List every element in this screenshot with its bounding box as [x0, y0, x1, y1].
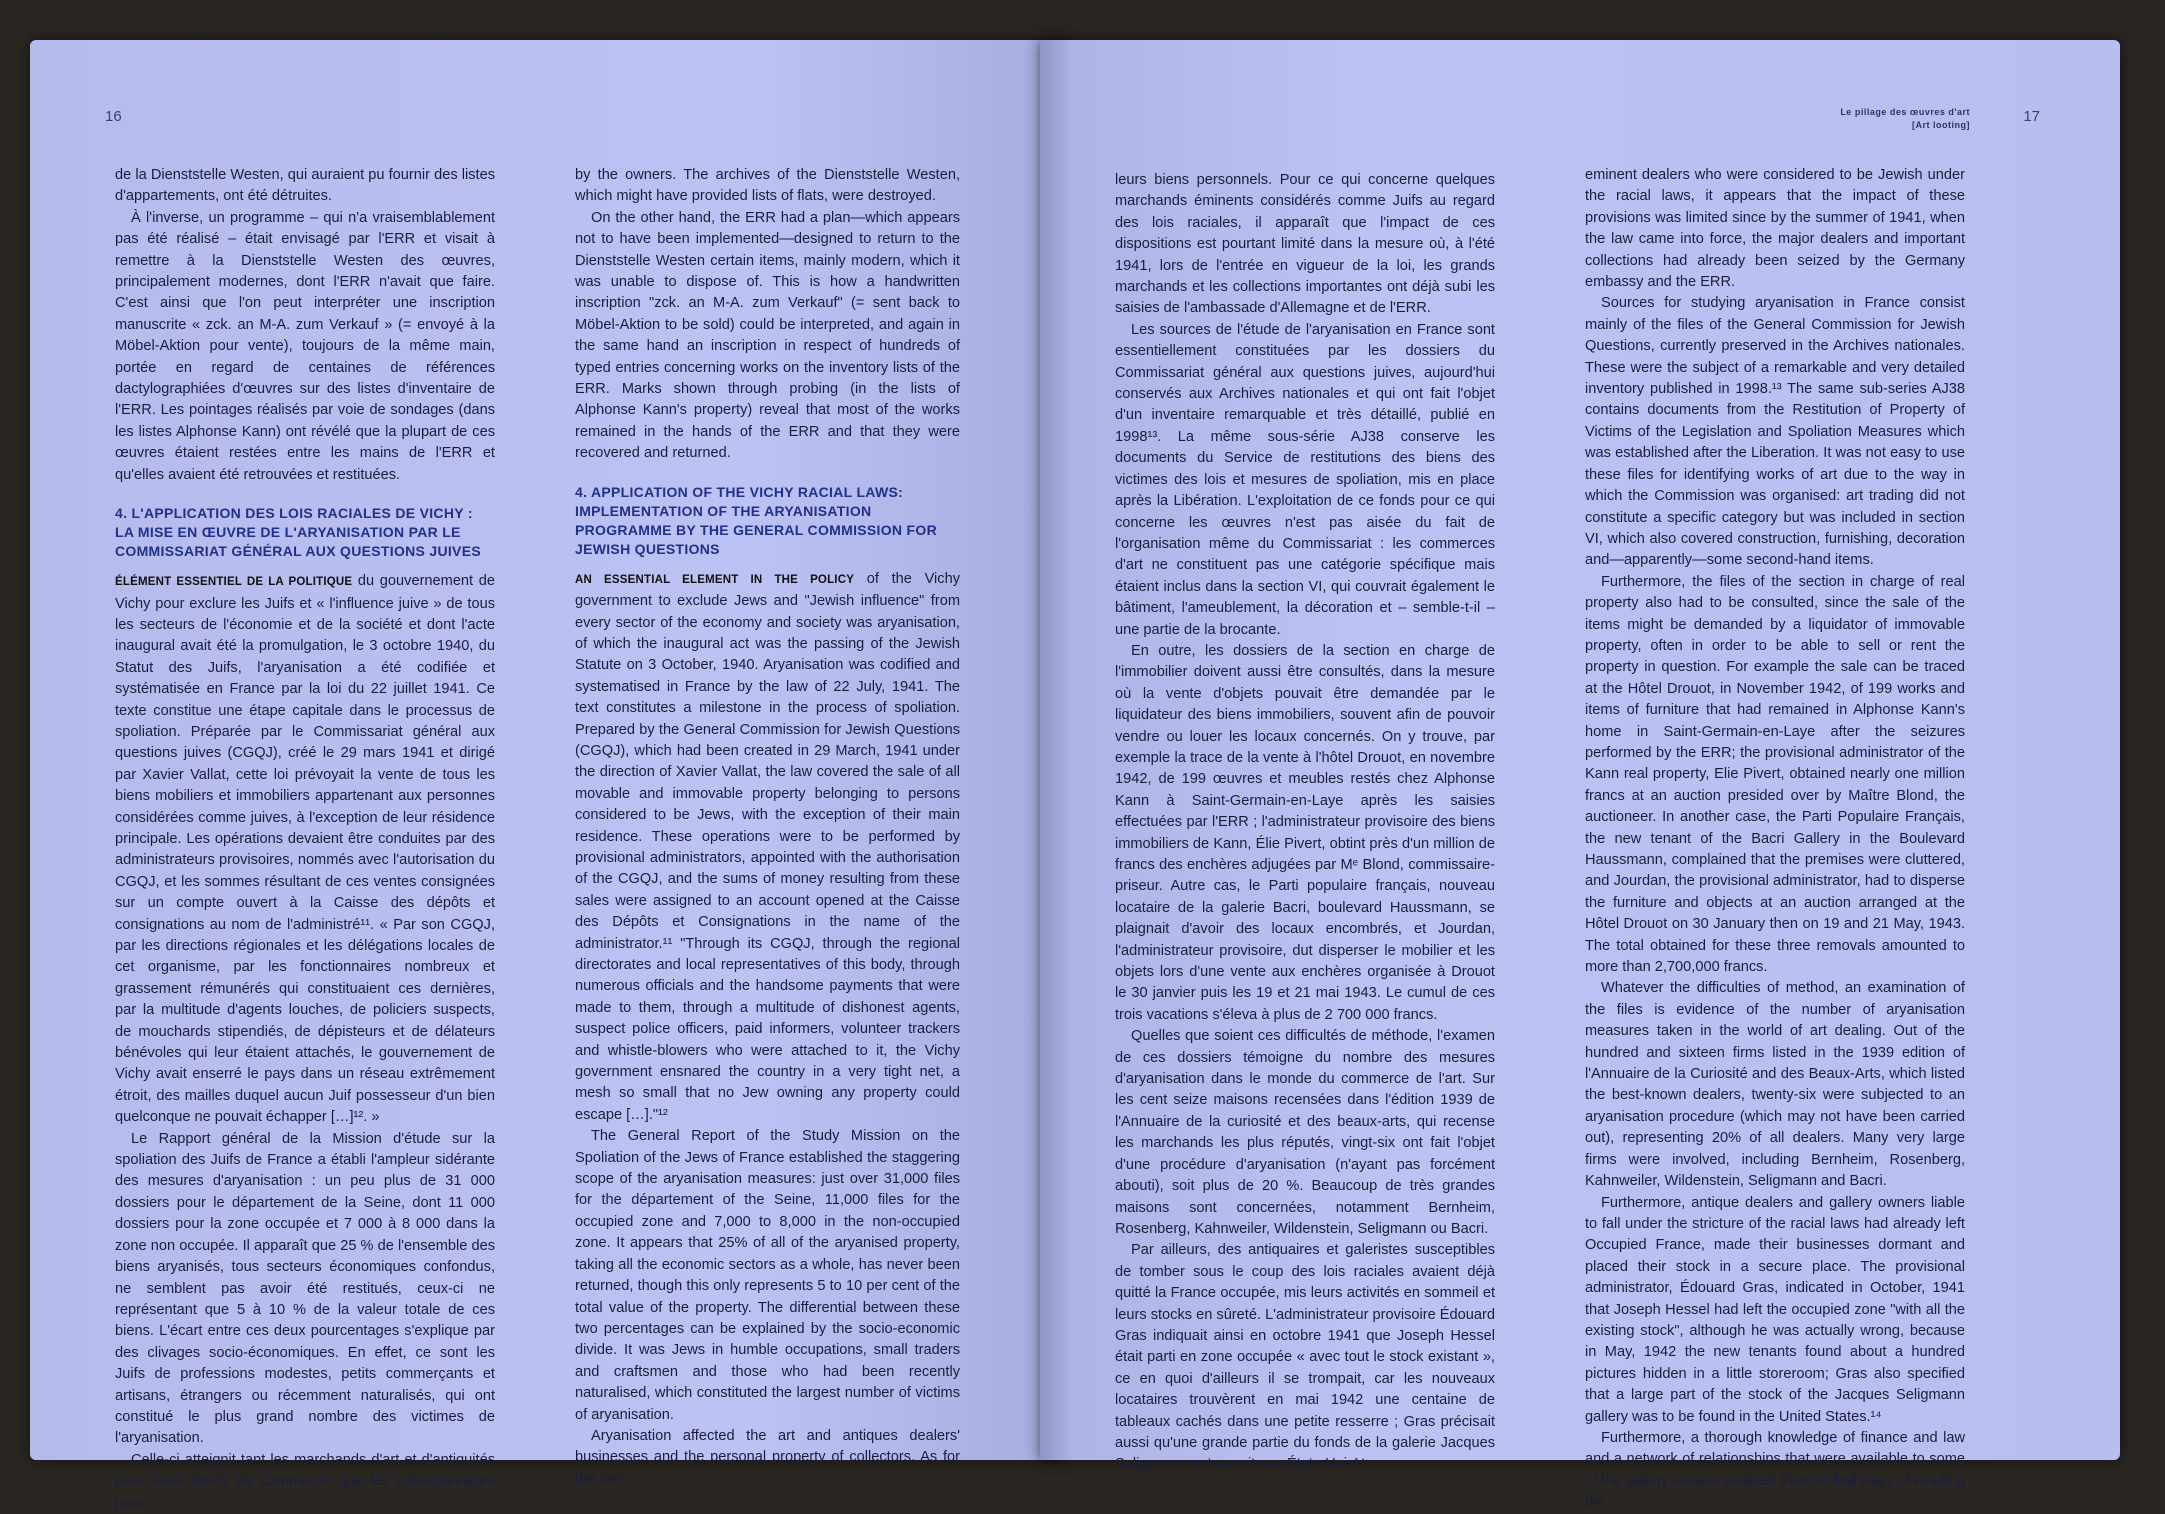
paragraph: by the owners. The archives of the Dienststelle Westen, which might have provided lists of flats, were destroyed. [575, 167, 960, 205]
paragraph: Le Rapport général de la Mission d'étude sur la spoliation des Juifs de France a établi l'ampleur sidérante des mesures d'aryanisation : un peu plus de 31 000 dossiers pour le département de la Seine, dont 11 000 dossiers pour la zone occupée et 7 000 à 8 000 dans la zone non occupée. Il apparaît que 25 % de l'ensemble des biens aryanisés, tous secteurs économiques confondus, ne semblent pas avoir été restitués, ceux-ci ne représentant que 5 à 10 % de la valeur totale de ces biens. L'écart entre ces deux pourcentages s'explique par des clivages socio-économiques. En effet, ce sont les Juifs de professions modestes, petits commerçants et artisans, étrangers ou récemment naturalisés, qui ont constitué le plus grand nombre des victimes de l'aryanisation. [115, 1130, 495, 1447]
paragraph: The General Report of the Study Mission on the Spoliation of the Jews of France established the staggering scope of the aryanisation measures: just over 31,000 files for the département of the Seine, 11,000 files for the occupied zone and 7,000 to 8,000 in the non-occupied zone. It appears that 25% of all of the aryanised property, taking all the economic sectors as a whole, has never been returned, though this only represents 5 to 10 per cent of the total value of the property. The differential between these two percentages can be explained by the socio-economic divide. It was Jews in humble occupations, small traders and craftsmen and those who had been recently naturalised, which constituted the largest number of victims of aryanisation. [575, 1128, 960, 1423]
paragraph: Aryanisation affected the art and antiques dealers' businesses and the personal property of collectors. As for the few [575, 1427, 960, 1487]
page-number-left: 16 [105, 108, 122, 125]
paragraph-body: du gouvernement de Vichy pour exclure les Juifs et « l'influence juive » de tous les secteurs de l'économie et de la société et dont l'acte inaugural avait été la promulgation, le 3 octobre 1940, du Statut des Juifs, l'aryanisation a été codifiée et systématisée en France par la loi du 22 juillet 1941. Ce texte constitue une étape capitale dans le processus de spoliation. Préparée par le Commissariat général aux questions juives (CGQJ), créé le 29 mars 1941 et dirigé par Xavier Vallat, cette loi prévoyait la vente de tous les biens mobiliers et immobiliers appartenant aux personnes considérées comme juives, à l'exception de leur résidence principale. Les opérations devaient être conduites par des administrateurs provisoires, nommés avec l'autorisation du CGQJ, et les sommes résultant de ces ventes consignées sur un compte ouvert à la Caisse des dépôts et consignations au nom de l'administré¹¹. « Par son CGQJ, par les directions régionales et les délégations locales de cet organisme, par les fonctionnaires nombreux et grassement rémunérés qui constituaient ces dernières, par la multitude d'agents louches, de policiers suspects, de mouchards stipendiés, de dépisteurs et de délateurs bénévoles qui leur étaient attachés, le gouvernement de Vichy avait enserré le pays dans un réseau extrêmement étroit, des mailles duquel aucun Juif possesseur d'un bien quelconque ne pouvait échapper […]¹². » [115, 573, 495, 1126]
paragraph: Les sources de l'étude de l'aryanisation en France sont essentiellement constituées par les dossiers du Commissariat général aux questions juives, aujourd'hui conservés aux Archives nationales et qui ont fait l'objet d'un inventaire remarquable et très détaillé, publié en 1998¹³. La même sous-série AJ38 conserve les documents du Service de restitutions des biens des victimes des lois et mesures de spoliation, mis en place après la Libération. L'exploitation de ce fonds pour ce qui concerne les œuvres n'est pas aisée du fait de l'organisation même du Commissariat : les commerces d'art ne constituent pas une catégorie spécifique mais étaient inclus dans la section VI, qui couvrait également le bâtiment, l'ameublement, la décoration et – semble-t-il – une partie de la brocante. [1115, 321, 1495, 638]
paragraph: À l'inverse, un programme – qui n'a vraisemblablement pas été réalisé – était envisagé par l'ERR et visait à remettre à la Dienststelle Westen des œuvres, principalement modernes, dont l'ERR n'avait que faire. C'est ainsi que l'on peut interpréter une inscription manuscrite « zck. an M-A. zum Verkauf » (= envoyé à la Möbel-Aktion pour vente), toujours de la même main, portée en regard de centaines de références dactylographiées d'œuvres sur des listes d'inventaire de l'ERR. Les pointages réalisés par voie de sondages (dans les listes Alphonse Kann) ont révélé que la plupart de ces œuvres étaient restées entre les mains de l'ERR et qu'elles avaient été retrouvées et restituées. [115, 209, 495, 483]
section-heading: 4. APPLICATION OF THE VICHY RACIAL LAWS: IMPLEMENTATION OF THE ARYANISATION PROGRAMME BY THE GENERAL COMMISSION FOR JEWISH QUESTIONS [575, 483, 937, 557]
section-heading: 4. L'APPLICATION DES LOIS RACIALES DE VICHY : LA MISE EN ŒUVRE DE L'ARYANISATION PAR LE COMMISSARIAT GÉNÉRAL AUX QUESTIONS JUIVES [115, 505, 481, 560]
right-french-column [1115, 170, 1495, 1476]
paragraph: On the other hand, the ERR had a plan—which appears not to have been implemented—designed to return to the Dienststelle Westen certain items, mainly modern, which it was unable to dispose of. This is how a handwritten inscription "zck. an M-A. zum Verkauf" (= sent back to Möbel-Aktion to be sold) could be interpreted, and again in the same hand an inscription in respect of hundreds of typed entries concerning works on the inventory lists of the ERR. Marks shown through probing (in the lists of Alphonse Kann's property) reveal that most of the works remained in the hands of the ERR and that they were recovered and returned. [575, 209, 960, 462]
paragraph: Par ailleurs, des antiquaires et galeristes susceptibles de tomber sous le coup des lois raciales avaient déjà quitté la France occupée, mis leurs activités en sommeil et leurs stocks en sûreté. L'administrateur provisoire Édouard Gras indiquait ainsi en octobre 1941 que Joseph Hessel était parti en zone occupée « avec tout le stock existant », ce en quoi d'ailleurs il se trompait, car les nouveaux locataires trouvèrent en mai 1942 une centaine de tableaux cachés dans une petite resserre ; Gras précisait aussi qu'une grande partie du fonds de la galerie Jacques Seligmann se trouvait aux États-Unis¹⁴. [1115, 1242, 1495, 1473]
paragraph: Furthermore, antique dealers and gallery owners liable to fall under the stricture of the racial laws had already left Occupied France, made their businesses dormant and placed their stock in a secure place. The provisional administrator, Édouard Gras, indicated in October, 1941 that Joseph Hessel had left the occupied zone "with all the existing stock", although he was actually wrong, because in May, 1942 the new tenants found about a hundred pictures hidden in a little storeroom; Gras also specified that a large part of the stock of the Jacques Seligmann gallery was to be found in the United States.¹⁴ [1585, 1194, 1965, 1425]
left-page [30, 40, 1065, 1511]
left-english-column [575, 165, 960, 1490]
paragraph [115, 571, 495, 1129]
paragraph-body: of the Vichy government to exclude Jews and "Jewish influence" from every sector of the economy and society was aryanisation, of which the inaugural act was the passing of the Jewish Statute on 3 October, 1940. Aryanisation was codified and systematised in France by the law of 22 July, 1941. The text constitutes a milestone in the process of spoliation. Prepared by the General Commission for Jewish Questions (CGQJ), which had been created in 29 March, 1941 under the direction of Xavier Vallat, the law covered the sale of all movable and immovable property belonging to persons considered to be Jews, with the exception of their main residence. These operations were to be performed by provisional administrators, appointed with the authorisation of the CGQJ, and the sums of money resulting from these sales were assigned to an account opened at the Caisse des Dépôts et Consignations in the name of the administrator.¹¹ "Through its CGQJ, through the regional directorates and local representatives of this body, through numerous officials and the handsome payments that were made to them, through a multitude of dishonest agents, suspect police officers, paid informers, volunteer trackers and whistle-blowers who were attached to it, the Vichy government ensnared the country in a very tight net, a mesh so small that no Jew owning any property could escape […]."¹² [575, 570, 960, 1123]
paragraph: Celle-ci atteignit tant les marchands d'art et d'antiquités pour leurs fonds de commerce que les collectionneurs pour [115, 1451, 495, 1511]
lead-in: ÉLÉMENT ESSENTIEL DE LA POLITIQUE [115, 576, 353, 589]
left-french-column [115, 165, 495, 1514]
book-spread [30, 40, 2130, 1511]
paragraph: Furthermore, a thorough knowledge of finance and law and a network of relationships that were available to some of the gallery owners enabled them to find ways of evading the [1585, 1429, 1965, 1511]
paragraph: Furthermore, the files of the section in charge of real property also had to be consulted, since the sale of the items might be demanded by a liquidator of immovable property, often in order to be able to sell or rent the property in question. For example the sale can be traced at the Hôtel Drouot, in November 1942, of 199 works and items of furniture that had remained in Alphonse Kann's home in Saint-Germain-en-Laye after the seizures performed by the ERR; the provisional administrator of the Kann real property, Elie Pivert, obtained nearly one million francs at an auction presided over by Maître Blond, the auctioneer. In another case, the Parti Populaire Français, the new tenant of the Bacri Gallery in the Boulevard Haussmann, complained that the premises were cluttered, and Jourdan, the provisional administrator, had to disperse the furniture and objects at an auction arranged at the Hôtel Drouot on 30 January then on 19 and 21 May, 1943. The total obtained for these three removals amounted to more than 2,700,000 francs. [1585, 573, 1965, 976]
paragraph: Sources for studying aryanisation in France consist mainly of the files of the General Commission for Jewish Questions, currently preserved in the Archives nationales. These were the subject of a remarkable and very detailed inventory published in 1998.¹³ The same sub-series AJ38 contains documents from the Restitution of Property of Victims of the Legislation and Spoliation Measures which was established after the Liberation. It was not easy to use these files for identifying works of art due to the way in which the Commission was organised: art trading did not constitute a specific category but was included in section VI, which also covered construction, furnishing, decoration and—apparently—some second-hand items. [1585, 295, 1965, 569]
right-english-column [1585, 165, 1965, 1514]
running-head-title: Le pillage des œuvres d'art [1840, 107, 1970, 117]
page-number-right: 17 [2023, 108, 2040, 125]
paragraph: leurs biens personnels. Pour ce qui concerne quelques marchands éminents considérés comme Juifs au regard des lois raciales, il apparaît que l'impact de ces dispositions est pourtant limité dans la mesure où, à l'été 1941, lors de l'entrée en vigueur de la loi, les grands marchands et les collections importantes ont déjà subi les saisies de l'ambassade d'Allemagne et de l'ERR. [1115, 172, 1495, 317]
right-page [1040, 40, 2120, 1511]
lead-in: AN ESSENTIAL ELEMENT IN THE POLICY [575, 573, 855, 586]
running-head [1840, 106, 1970, 132]
paragraph: de la Dienststelle Westen, qui auraient pu fournir des listes d'appartements, ont été détruites. [115, 167, 495, 205]
paragraph: En outre, les dossiers de la section en charge de l'immobilier doivent aussi être consultés, dans la mesure où la vente d'objets pouvait être demandée par le liquidateur des biens immobiliers, souvent afin de pouvoir vendre ou louer les locaux concernés. On y trouve, par exemple la trace de la vente à l'hôtel Drouot, en novembre 1942, de 199 œuvres et meubles restés chez Alphonse Kann à Saint-Germain-en-Laye après les saisies effectuées par l'ERR ; l'administrateur provisoire des biens immobiliers de Kann, Élie Pivert, obtint près d'un million de francs des enchères adjugées par Mᵉ Blond, commissaire-priseur. Autre cas, le Parti populaire français, nouveau locataire de la galerie Bacri, boulevard Haussmann, se plaignait d'avoir des locaux encombrés, et Jourdan, l'administrateur provisoire, dut disperser le mobilier et les objets lors d'une vente aux enchères organisée à Drouot le 30 janvier puis les 19 et 21 mai 1943. Le cumul de ces trois vacations s'éleva à plus de 2 700 000 francs. [1115, 642, 1495, 1023]
paragraph [575, 569, 960, 1127]
paragraph: Whatever the difficulties of method, an examination of the files is evidence of the number of aryanisation measures taken in the world of art dealing. Out of the hundred and sixteen firms listed in the 1939 edition of l'Annuaire de la Curiosité and des Beaux-Arts, which listed the best-known dealers, twenty-six were subjected to an aryanisation procedure (which may not have been carried out), representing 20% of all dealers. Many very large firms were involved, including Bernheim, Rosenberg, Kahnweiler, Wildenstein, Seligmann and Bacri. [1585, 980, 1965, 1190]
paragraph: eminent dealers who were considered to be Jewish under the racial laws, it appears that the impact of these provisions was limited since by the summer of 1941, when the law came into force, the major dealers and important collections had already been seized by the Germany embassy and the ERR. [1585, 167, 1965, 291]
paragraph: Quelles que soient ces difficultés de méthode, l'examen de ces dossiers témoigne du nombre des mesures d'aryanisation dans le monde du commerce de l'art. Sur les cent seize maisons recensées dans l'édition 1939 de l'Annuaire de la curiosité et des beaux-arts, qui recense les marchands les plus réputés, vingt-six ont fait l'objet d'une procédure d'aryanisation (n'ayant pas forcément abouti), soit plus de 20 %. Beaucoup de très grandes maisons sont concernées, notamment Bernheim, Rosenberg, Kahnweiler, Wildenstein, Seligmann ou Bacri. [1115, 1028, 1495, 1237]
running-head-subtitle: [Art looting] [1912, 120, 1970, 130]
